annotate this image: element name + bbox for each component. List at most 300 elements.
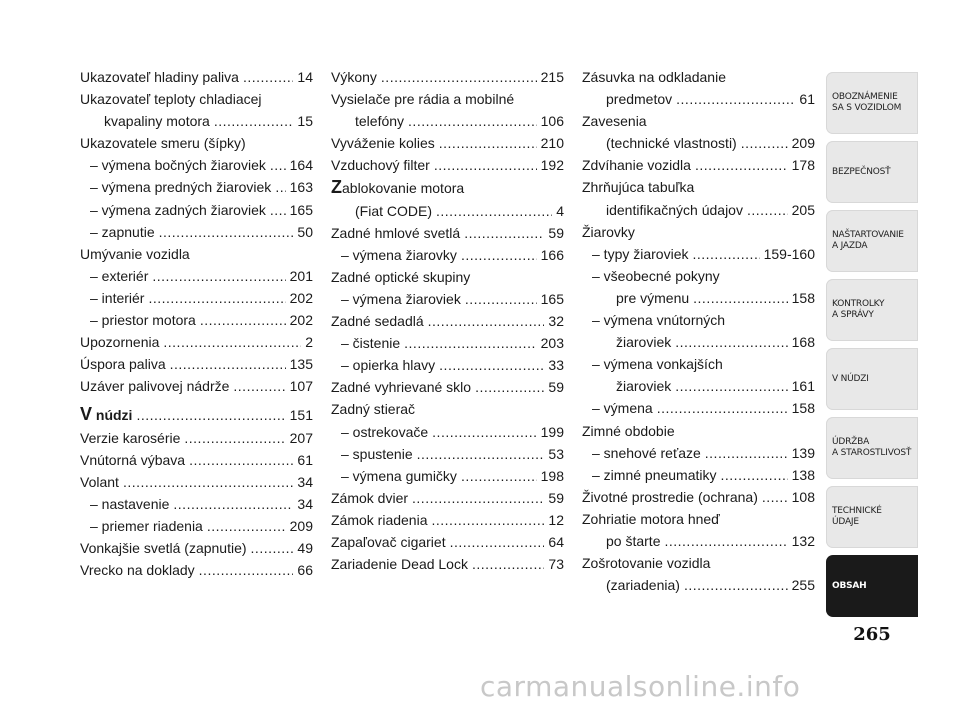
index-entry-label: Umývanie vozidla <box>80 245 190 262</box>
index-entry <box>582 221 815 243</box>
tab-section[interactable] <box>826 348 918 410</box>
index-entry-label: Zadné vyhrievané sklo <box>331 379 472 396</box>
index-entry <box>80 471 313 493</box>
index-entry-text <box>341 244 457 266</box>
index-entry-label: Ukazovatele smeru (šípky) <box>80 135 246 152</box>
index-entry <box>80 243 313 265</box>
index-entry-text <box>606 199 743 221</box>
index-entry-label: Ukazovateľ teploty chladiacej <box>80 91 262 108</box>
index-entry-label: – výmena žiaroviek <box>341 290 461 307</box>
index-entry-page: 33 <box>548 357 564 374</box>
index-entry <box>582 530 815 552</box>
index-entry-label: – výmena gumičky <box>341 467 457 484</box>
index-entry <box>582 464 815 486</box>
index-entry <box>80 66 313 88</box>
index-entry-text <box>90 154 266 176</box>
index-entry <box>582 552 815 574</box>
index-entry-label: – výmena zadných žiaroviek <box>90 201 266 218</box>
index-entry-text <box>582 508 720 530</box>
index-entry-label: Zadné hmlové svetlá <box>331 224 461 241</box>
leader-dots <box>428 310 545 332</box>
index-entry-label: Zohriatie motora hneď <box>582 510 720 527</box>
index-entry-text <box>582 552 710 574</box>
index-entry-text <box>331 531 446 553</box>
index-entry-text <box>616 331 671 353</box>
index-entry-text <box>582 154 691 176</box>
index-entry <box>80 515 313 537</box>
index-entry-page: 132 <box>791 532 815 549</box>
index-entry-label: žiaroviek <box>616 334 672 351</box>
index-entry-label: Zdvíhanie vozidla <box>582 157 691 174</box>
index-entry-text <box>331 66 377 88</box>
index-entry-page: 34 <box>297 495 313 512</box>
leader-dots <box>692 243 759 265</box>
index-entry-label: Vrecko na doklady <box>80 562 195 579</box>
tab-label: V NÚDZI <box>832 373 869 384</box>
tab-section[interactable] <box>826 486 918 548</box>
leader-dots <box>200 309 286 331</box>
leader-dots <box>270 154 286 176</box>
index-entry-page: 199 <box>540 423 564 440</box>
index-entry <box>582 110 815 132</box>
index-entry-label: (Fiat CODE) <box>355 202 432 219</box>
index-entry <box>582 66 815 88</box>
index-entry-text <box>80 449 185 471</box>
index-entry-page: 61 <box>799 91 815 108</box>
index-entry <box>331 288 564 310</box>
index-entry-text <box>331 154 430 176</box>
index-entry-label: Zámok dvier <box>331 489 409 506</box>
index-entry <box>80 449 313 471</box>
leader-dots <box>676 88 795 110</box>
index-entry-label: – zapnutie <box>90 223 155 240</box>
leader-dots <box>275 176 285 198</box>
index-entry-label: Zariadenie Dead Lock <box>331 556 468 573</box>
leader-dots <box>464 222 544 244</box>
index-entry-text <box>104 110 210 132</box>
index-entry-text <box>80 132 246 154</box>
index-entry <box>582 331 815 353</box>
index-entry-label: Výkony <box>331 69 377 85</box>
index-entry-page: 138 <box>791 466 815 483</box>
index-entry-label: Vnútorná výbava <box>80 451 186 468</box>
leader-dots <box>439 354 544 376</box>
index-entry-page: 205 <box>791 201 815 218</box>
index-entry-page: 61 <box>297 451 313 468</box>
index-entry-text <box>355 110 404 132</box>
index-entry-text <box>592 464 717 486</box>
index-entry <box>331 132 564 154</box>
tab-section[interactable] <box>826 279 918 341</box>
index-entry-text <box>592 265 720 287</box>
index-entry <box>331 244 564 266</box>
index-entry-text <box>331 176 464 199</box>
leader-dots <box>684 574 788 596</box>
index-entry <box>331 176 564 199</box>
index-entry <box>80 375 313 397</box>
leader-dots <box>675 331 787 353</box>
index-entry-page: 158 <box>791 400 815 417</box>
index-entry-page: 202 <box>289 289 313 306</box>
index-entry <box>582 88 815 110</box>
leader-dots <box>664 530 787 552</box>
leader-dots <box>436 200 552 222</box>
index-entry-label: žiaroviek <box>616 378 672 395</box>
index-entry-text <box>80 375 229 397</box>
index-entry <box>582 508 815 530</box>
index-entry-page: 165 <box>540 290 564 307</box>
index-entry-label: – ostrekovače <box>341 423 429 440</box>
index-entry-text <box>606 530 660 552</box>
index-entry-page: 59 <box>548 224 564 241</box>
leader-dots <box>465 288 537 310</box>
index-entry-page: 14 <box>297 69 313 85</box>
index-entry-page: 2 <box>305 334 313 351</box>
index-entry-label: po štarte <box>606 532 661 549</box>
index-entry-label: – opierka hlavy <box>341 357 436 374</box>
index-entry <box>80 309 313 331</box>
leader-dots <box>762 486 788 508</box>
index-entry-text <box>582 176 694 198</box>
index-entry <box>80 176 313 198</box>
index-entry <box>582 154 815 176</box>
index-entry-page: 159-160 <box>763 245 815 262</box>
index-entry-label: Zapaľovač cigariet <box>331 533 446 550</box>
index-entry <box>331 154 564 176</box>
leader-dots <box>461 244 537 266</box>
index-entry-page: 64 <box>548 533 564 550</box>
index-entry-page: 255 <box>791 577 815 594</box>
index-entry-text <box>616 287 689 309</box>
index-entry <box>331 332 564 354</box>
leader-dots <box>475 376 544 398</box>
index-entry <box>331 376 564 398</box>
index-entry-label: Zošrotovanie vozidla <box>582 555 711 572</box>
index-entry-text <box>331 266 470 288</box>
index-entry <box>80 265 313 287</box>
index-entry-text <box>331 509 428 531</box>
index-entry-label: – výmena predných žiaroviek <box>90 179 272 196</box>
index-entry <box>331 443 564 465</box>
tab-section[interactable] <box>826 210 918 272</box>
leader-dots <box>214 110 294 132</box>
index-entry <box>582 375 815 397</box>
index-entry-page: 53 <box>548 445 564 462</box>
index-entry-text <box>331 222 460 244</box>
index-entry-page: 164 <box>289 157 313 174</box>
tab-section[interactable] <box>826 555 918 617</box>
index-entry <box>80 199 313 221</box>
leader-dots <box>657 397 788 419</box>
tab-section[interactable] <box>826 72 918 134</box>
tab-label: OBSAH <box>832 580 867 591</box>
index-entry <box>582 486 815 508</box>
index-entry-label: Zásuvka na odkladanie <box>582 69 726 85</box>
index-entry-text <box>331 310 424 332</box>
index-entry-page: 198 <box>540 467 564 484</box>
index-entry-label: Zhrňujúca tabuľka <box>582 179 695 196</box>
index-entry <box>80 88 313 110</box>
index-entry-text <box>90 199 266 221</box>
leader-dots <box>199 559 294 581</box>
index-entry <box>80 132 313 154</box>
index-entry <box>582 132 815 154</box>
index-entry-label: Upozornenia <box>80 334 160 351</box>
index-entry <box>80 154 313 176</box>
index-entry-page: 15 <box>297 113 313 130</box>
index-entry-text <box>90 309 196 331</box>
index-entry-text <box>80 353 166 375</box>
index-entry-page: 135 <box>289 356 313 373</box>
leader-dots <box>184 427 285 449</box>
index-entry-label: (zariadenia) <box>606 577 680 594</box>
tab-label: TECHNICKÉ ÚDAJE <box>832 506 882 527</box>
index-entry <box>80 110 313 132</box>
index-entry-text <box>331 376 471 398</box>
index-entry-page: 151 <box>289 407 313 424</box>
index-entry-text <box>331 553 468 575</box>
leader-dots <box>434 154 537 176</box>
index-entry-label: identifikačných údajov <box>606 201 743 218</box>
leader-dots <box>136 404 285 426</box>
leader-dots <box>381 66 537 88</box>
index-entry-label: – interiér <box>90 289 145 306</box>
leader-dots <box>408 110 537 132</box>
index-entry-page: 106 <box>540 113 564 130</box>
index-entry-text <box>331 398 415 420</box>
index-entry <box>80 287 313 309</box>
index-entry <box>331 266 564 288</box>
index-entry <box>331 66 564 88</box>
watermark-text: carmanualsonline.info <box>480 670 801 703</box>
index-entry-page: 34 <box>297 473 313 490</box>
index-entry-text <box>616 375 671 397</box>
leader-dots <box>432 421 536 443</box>
leader-dots <box>170 353 286 375</box>
index-entry-label: – čistenie <box>341 335 401 352</box>
index-entry-text <box>341 421 428 443</box>
index-entry-label: predmetov <box>606 91 673 108</box>
index-entry <box>582 420 815 442</box>
index-entry <box>331 531 564 553</box>
index-entry-text <box>341 354 435 376</box>
index-entry-label: – výmena bočných žiaroviek <box>90 157 266 174</box>
index-entry <box>331 222 564 244</box>
index-entry-text <box>582 221 635 243</box>
index-column-2 <box>331 66 564 575</box>
index-entry-page: 209 <box>791 135 815 152</box>
leader-dots <box>243 66 293 88</box>
index-letter: Z <box>331 177 342 198</box>
index-entry-label: Vonkajšie svetlá (zapnutie) <box>80 539 247 556</box>
leader-dots <box>173 493 293 515</box>
index-entry-text <box>80 471 119 493</box>
index-entry-label: – priemer riadenia <box>90 517 203 534</box>
index-entry-label: – výmena žiarovky <box>341 246 457 263</box>
tab-section[interactable] <box>826 417 918 479</box>
leader-dots <box>270 199 286 221</box>
index-entry-page: 139 <box>791 444 815 461</box>
index-entry-page: 215 <box>540 69 564 85</box>
index-entry-label: Žiarovky <box>582 223 635 240</box>
index-entry <box>80 221 313 243</box>
index-entry-label: Úspora paliva <box>80 356 166 373</box>
index-entry-text <box>606 132 737 154</box>
index-entry-label: – výmena vnútorných <box>592 312 726 329</box>
index-entry-text <box>582 420 675 442</box>
index-entry <box>582 176 815 198</box>
index-entry-label: – typy žiaroviek <box>592 245 689 262</box>
index-entry <box>582 287 815 309</box>
index-entry-label: – zimné pneumatiky <box>592 466 717 483</box>
index-entry-label: Vysielače pre rádia a mobilné <box>331 91 515 108</box>
index-entry-label: Životné prostredie (ochrana) <box>582 488 758 505</box>
index-column-1 <box>80 66 313 581</box>
index-entry <box>80 331 313 353</box>
leader-dots <box>233 375 285 397</box>
index-entry-label: Volant <box>80 473 119 490</box>
index-letter: V <box>80 404 93 425</box>
index-entry <box>80 537 313 559</box>
index-entry <box>582 265 815 287</box>
index-entry-text <box>80 66 239 88</box>
index-entry <box>582 243 815 265</box>
index-entry-text <box>341 443 413 465</box>
index-entry <box>582 442 815 464</box>
index-entry-text <box>90 176 271 198</box>
leader-dots <box>412 487 544 509</box>
index-entry-text <box>592 397 653 419</box>
index-entry-text <box>90 287 144 309</box>
index-entry-text <box>355 200 432 222</box>
index-entry-text <box>341 465 457 487</box>
index-entry-label: – priestor motora <box>90 312 196 329</box>
index-entry-label: (technické vlastnosti) <box>606 135 737 152</box>
index-entry-page: 59 <box>548 489 564 506</box>
leader-dots <box>693 287 787 309</box>
leader-dots <box>450 531 545 553</box>
leader-dots <box>152 265 285 287</box>
index-entry <box>582 309 815 331</box>
index-entry-page: 165 <box>289 201 313 218</box>
index-entry-text <box>592 442 701 464</box>
index-entry-label: Verzie karosérie <box>80 429 181 446</box>
index-entry-page: 158 <box>791 289 815 306</box>
index-entry <box>331 200 564 222</box>
leader-dots <box>417 443 545 465</box>
index-entry-label: – nastavenie <box>90 495 170 512</box>
index-entry-text <box>582 66 726 88</box>
index-entry-page: 209 <box>289 517 313 534</box>
index-entry <box>331 88 564 110</box>
index-entry <box>582 199 815 221</box>
leader-dots <box>705 442 788 464</box>
index-entry-label: Uzáver palivovej nádrže <box>80 378 230 395</box>
index-entry-label: Ukazovateľ hladiny paliva <box>80 69 239 85</box>
index-entry-text <box>582 110 647 132</box>
index-entry <box>331 354 564 376</box>
tab-section[interactable] <box>826 141 918 203</box>
tab-label: KONTROLKY A SPRÁVY <box>832 299 885 320</box>
leader-dots <box>189 449 293 471</box>
index-entry-label: – výmena vonkajších <box>592 356 723 373</box>
index-entry-page: 168 <box>791 334 815 351</box>
section-tabs <box>826 72 918 624</box>
index-entry-label: kvapaliny motora <box>104 113 210 130</box>
leader-dots <box>163 331 301 353</box>
index-entry <box>582 397 815 419</box>
index-entry-page: 166 <box>540 246 564 263</box>
index-entry-text <box>606 88 672 110</box>
index-entry-text <box>606 574 680 596</box>
index-entry <box>80 403 313 426</box>
index-entry-label: telefóny <box>355 113 405 130</box>
index-entry-text <box>80 427 180 449</box>
index-entry-text <box>90 265 148 287</box>
index-entry-page: 49 <box>297 539 313 556</box>
index-entry-page: 12 <box>548 511 564 528</box>
index-entry-text <box>331 88 514 110</box>
index-entry <box>331 421 564 443</box>
index-entry <box>331 465 564 487</box>
index-entry-page: 178 <box>791 157 815 174</box>
index-entry-label: Vyváženie kolies <box>331 135 435 152</box>
index-entry-label: Vzduchový filter <box>331 157 430 174</box>
leader-dots <box>695 154 788 176</box>
index-entry-label: núdzi <box>95 407 133 424</box>
index-entry-page: 201 <box>289 267 313 284</box>
index-entry-text <box>341 288 461 310</box>
index-entry-label: – snehové reťaze <box>592 444 701 461</box>
index-entry-page: 202 <box>289 312 313 329</box>
index-entry-label: – všeobecné pokyny <box>592 267 720 284</box>
index-entry-page: 203 <box>540 335 564 352</box>
index-entry-text <box>331 487 408 509</box>
index-entry-text <box>80 88 262 110</box>
tab-label: ÚDRŽBA A STAROSTLIVOSŤ <box>832 437 912 458</box>
index-entry-label: pre výmenu <box>616 289 690 306</box>
leader-dots <box>472 553 544 575</box>
index-entry-page: 32 <box>548 313 564 330</box>
leader-dots <box>123 471 293 493</box>
index-entry-text <box>80 537 247 559</box>
index-entry-text <box>90 515 203 537</box>
index-entry-text <box>582 486 758 508</box>
index-entry-page: 4 <box>556 202 564 219</box>
index-entry-text <box>80 331 159 353</box>
index-entry-label: Zadné optické skupiny <box>331 268 471 285</box>
index-entry-text <box>80 243 190 265</box>
index-entry <box>331 398 564 420</box>
tab-label: BEZPEČNOSŤ <box>832 166 891 177</box>
leader-dots <box>741 132 788 154</box>
leader-dots <box>159 221 294 243</box>
index-entry-label: Zimné obdobie <box>582 422 675 439</box>
index-entry-page: 161 <box>791 378 815 395</box>
index-entry-page: 107 <box>289 378 313 395</box>
leader-dots <box>439 132 537 154</box>
index-entry-page: 210 <box>540 135 564 152</box>
index-entry-page: 108 <box>791 488 815 505</box>
index-entry-text <box>80 403 132 426</box>
index-entry <box>80 353 313 375</box>
index-entry-label: – spustenie <box>341 445 413 462</box>
index-entry-page: 73 <box>548 556 564 573</box>
leader-dots <box>251 537 294 559</box>
index-entry-text <box>592 243 688 265</box>
index-entry-label: Zámok riadenia <box>331 511 428 528</box>
index-entry <box>331 487 564 509</box>
